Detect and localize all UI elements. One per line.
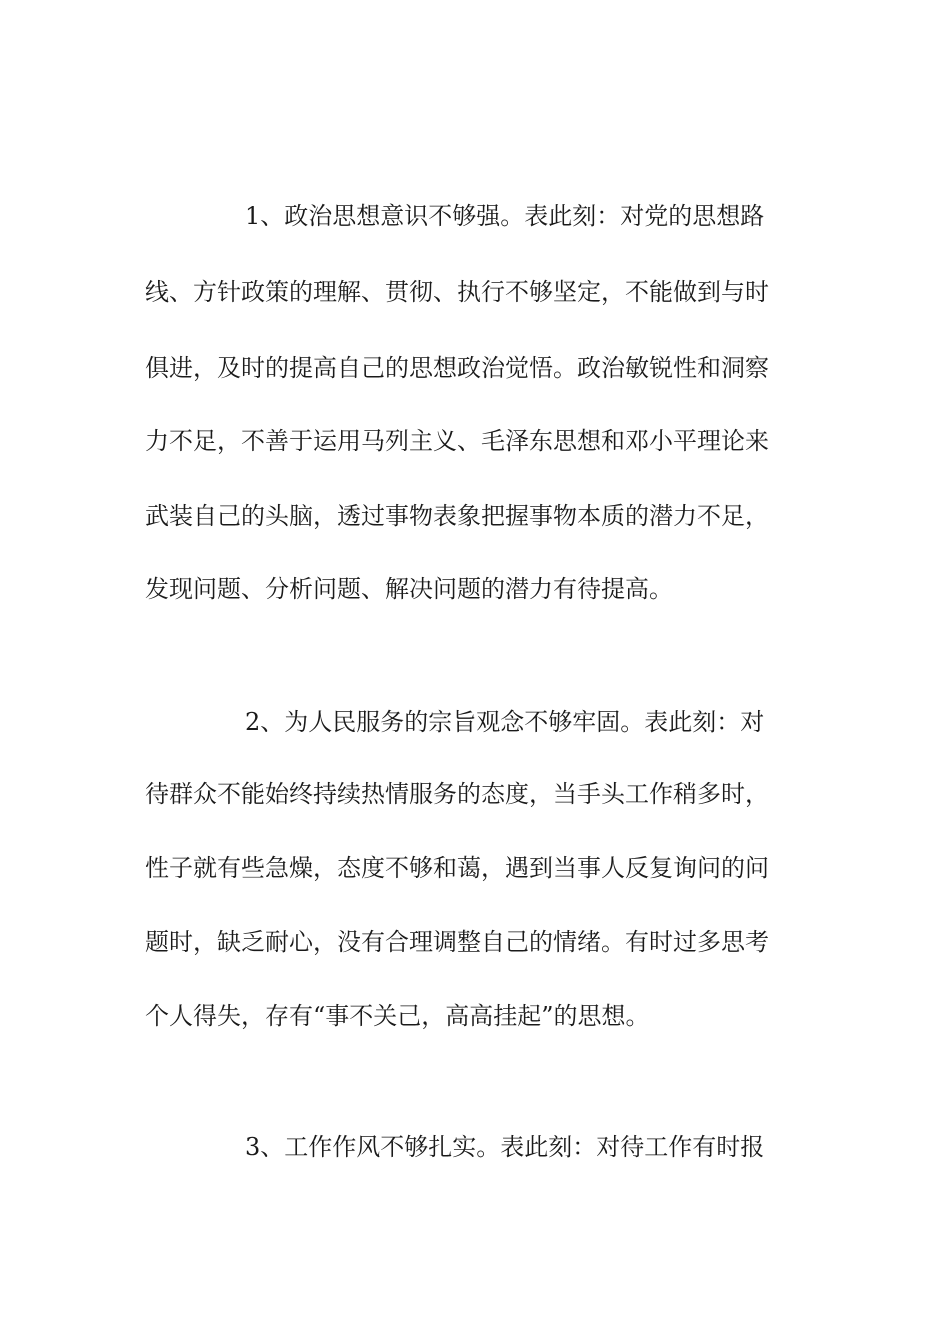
- paragraph-line: 发现问题、分析问题、解决问题的潜力有待提高。: [145, 575, 673, 603]
- paragraph-line: 性子就有些急燥，态度不够和蔼，遇到当事人反复询问的问: [145, 854, 769, 882]
- paragraph-line: 个人得失，存有“事不关己，高高挂起”的思想。: [145, 1002, 650, 1030]
- paragraph-line: 2、为人民服务的宗旨观念不够牢固。表此刻：对: [245, 708, 765, 736]
- paragraph-line: 力不足，不善于运用马列主义、毛泽东思想和邓小平理论来: [145, 427, 769, 455]
- paragraph-line: 题时，缺乏耐心，没有合理调整自己的情绪。有时过多思考: [145, 928, 769, 956]
- paragraph-line: 待群众不能始终持续热情服务的态度，当手头工作稍多时，: [145, 780, 769, 808]
- paragraph-line: 俱进，及时的提高自己的思想政治觉悟。政治敏锐性和洞察: [145, 354, 769, 382]
- paragraph-line: 3、工作作风不够扎实。表此刻：对待工作有时报: [245, 1133, 765, 1161]
- paragraph-line: 武装自己的头脑，透过事物表象把握事物本质的潜力不足，: [145, 502, 769, 530]
- paragraph-line: 线、方针政策的理解、贯彻、执行不够坚定，不能做到与时: [145, 278, 769, 306]
- paragraph-line: 1、政治思想意识不够强。表此刻：对党的思想路: [245, 202, 765, 230]
